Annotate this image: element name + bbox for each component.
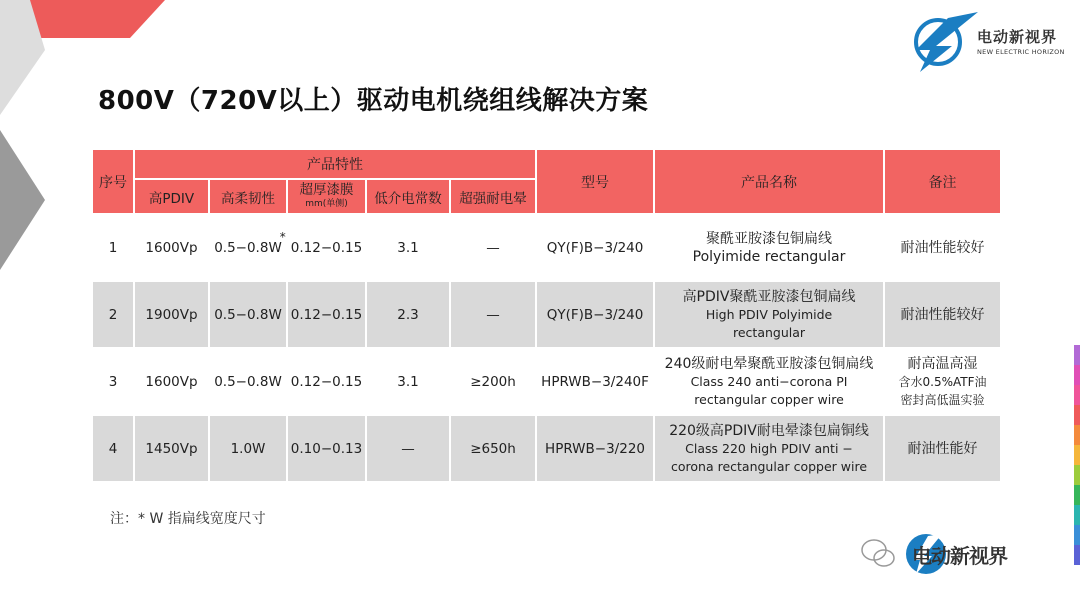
cell-product-name (655, 282, 883, 347)
product-name-en: Class 240 anti−corona PI (690, 373, 848, 389)
cell-remark (885, 282, 1000, 347)
cell-pdiv: 1600Vp (135, 349, 208, 414)
cell-product-name (655, 416, 883, 481)
remark-text: 耐油性能较好 (900, 306, 985, 323)
product-name-en: High PDIV Polyimide (705, 306, 833, 322)
table-row (93, 215, 1000, 280)
cell-index: 2 (93, 282, 133, 347)
brand-name: 电动新视界 (977, 28, 1058, 46)
cell-thickness: 0.12−0.15 (288, 282, 365, 347)
cell-product-name (655, 215, 883, 280)
remark-text-line2: 含水0.5%ATF油 (898, 374, 987, 389)
cell-thickness: 0.12−0.15 (288, 349, 365, 414)
cell-pdiv: 1600Vp (135, 215, 208, 280)
header-thickness (288, 180, 365, 213)
header-thickness-unit: mm(单侧) (305, 198, 348, 209)
cell-flexibility: 0.5−0.8W (210, 349, 286, 414)
product-name-en-line2: rectangular copper wire (694, 391, 844, 407)
product-name-en: Class 220 high PDIV anti − (685, 440, 853, 456)
page-title: 800V（720V以上）驱动电机绕组线解决方案 (98, 86, 649, 116)
cell-flexibility: 0.5−0.8W (210, 282, 286, 347)
cell-pdiv: 1450Vp (135, 416, 208, 481)
cell-corona: ≥200h (451, 349, 535, 414)
cell-index: 1 (93, 215, 133, 280)
header-model: 型号 (537, 150, 653, 213)
remark-text-line3: 密封高低温实验 (900, 392, 985, 407)
header-pdiv: 高PDIV (135, 180, 208, 213)
cell-index: 4 (93, 416, 133, 481)
header-flexibility: 高柔韧性 (210, 180, 286, 213)
table-row (93, 282, 1000, 347)
header-dielectric: 低介电常数 (367, 180, 449, 213)
remark-text: 耐高温高湿 (907, 355, 978, 372)
remark-text: 耐油性能好 (907, 440, 978, 457)
header-product-name: 产品名称 (655, 150, 883, 213)
cell-product-name (655, 349, 883, 414)
flexibility-value: 0.5−0.8W (214, 239, 282, 256)
product-name-zh: 聚酰亚胺漆包铜扁线 (706, 230, 833, 247)
cell-thickness: 0.10−0.13 (288, 416, 365, 481)
remark-text: 耐油性能较好 (900, 239, 985, 256)
winding-wire-table (91, 148, 1002, 483)
cell-remark (885, 215, 1000, 280)
cell-flexibility: 1.0W (210, 416, 286, 481)
cell-dielectric: — (367, 416, 449, 481)
brand-subtitle: NEW ELECTRIC HORIZON (977, 48, 1065, 56)
header-features: 产品特性 (135, 150, 535, 178)
cell-dielectric: 3.1 (367, 349, 449, 414)
cell-dielectric: 3.1 (367, 215, 449, 280)
cell-corona: ≥650h (451, 416, 535, 481)
table-row (93, 349, 1000, 414)
table-header-row (93, 150, 1000, 178)
footnote-star: * (279, 229, 286, 244)
header-thickness-label: 超厚漆膜 (299, 181, 354, 198)
cell-model: QY(F)B−3/240 (537, 282, 653, 347)
product-name-en-line2: rectangular (733, 324, 806, 340)
table-row (93, 416, 1000, 481)
header-index: 序号 (93, 150, 133, 213)
product-name-en-line2: corona rectangular copper wire (671, 458, 868, 474)
cell-corona: — (451, 215, 535, 280)
cell-model: HPRWB−3/240F (537, 349, 653, 414)
cell-index: 3 (93, 349, 133, 414)
cell-model: HPRWB−3/220 (537, 416, 653, 481)
product-name-zh: 240级耐电晕聚酰亚胺漆包铜扁线 (664, 355, 874, 372)
cell-thickness: 0.12−0.15 (288, 215, 365, 280)
cell-corona: — (451, 282, 535, 347)
watermark-text: 电动新视界 (912, 544, 1007, 568)
product-name-zh: 高PDIV聚酰亚胺漆包铜扁线 (682, 288, 856, 305)
footnote: 注：* W 指扁线宽度尺寸 (110, 511, 266, 527)
header-corona: 超强耐电晕 (451, 180, 535, 213)
cell-remark (885, 416, 1000, 481)
product-name-en: Polyimide rectangular (692, 248, 846, 265)
header-remark: 备注 (885, 150, 1000, 213)
cell-pdiv: 1900Vp (135, 282, 208, 347)
cell-remark (885, 349, 1000, 414)
product-name-zh: 220级高PDIV耐电晕漆包扁铜线 (669, 422, 869, 439)
cell-flexibility (210, 215, 286, 280)
cell-model: QY(F)B−3/240 (537, 215, 653, 280)
cell-dielectric: 2.3 (367, 282, 449, 347)
